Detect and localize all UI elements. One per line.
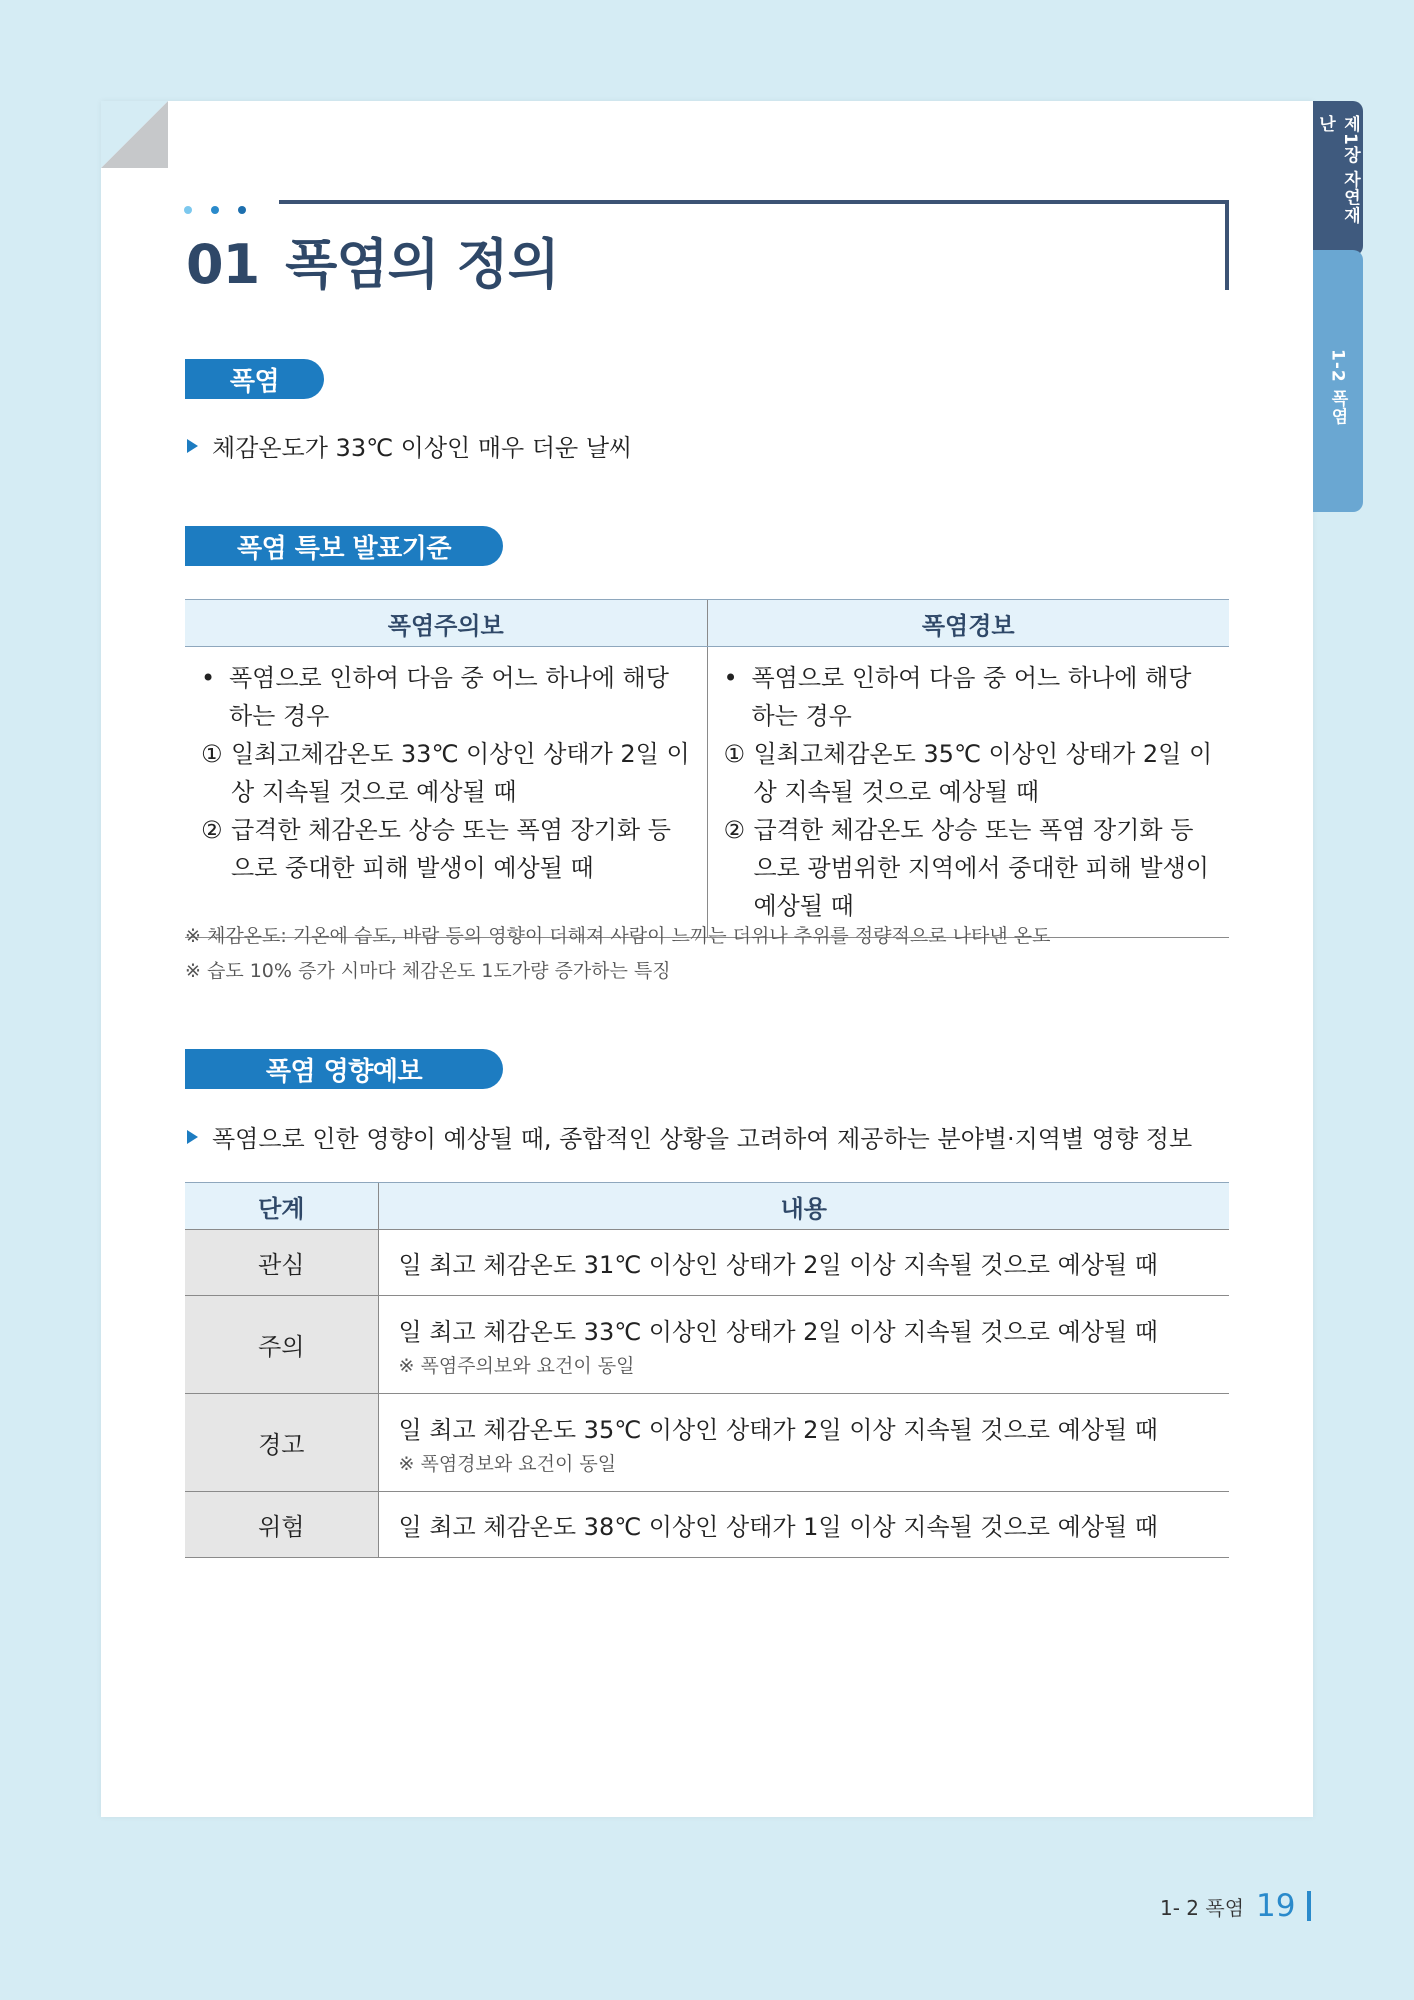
header-advisory: 폭염주의보 [185, 600, 707, 647]
criteria-num: ① [201, 740, 223, 768]
content-text: 일 최고 체감온도 35℃ 이상인 상태가 2일 이상 지속될 것으로 예상될 때 [398, 1415, 1158, 1444]
definition-text: 체감온도가 33℃ 이상인 매우 더운 날씨 [212, 434, 633, 462]
triangle-bullet-icon [187, 439, 198, 453]
criteria-item: 급격한 체감온도 상승 또는 폭염 장기화 등으로 광범위한 지역에서 중대한 피해 발생이 예상될 때 [753, 816, 1209, 920]
table-row [185, 1230, 1229, 1296]
criteria-item: 급격한 체감온도 상승 또는 폭염 장기화 등으로 중대한 피해 발생이 예상될 때 [231, 816, 671, 882]
note-humidity: ※ 습도 10% 증가 시마다 체감온도 1도가량 증가하는 특징 [185, 960, 671, 982]
heading-rule-right [1225, 200, 1229, 290]
page-footer [1160, 1888, 1311, 1924]
table-row [185, 1296, 1229, 1394]
chapter-tab [1313, 101, 1363, 256]
criteria-num: ① [723, 740, 746, 768]
section-label-heatwave: 폭염 [185, 359, 324, 399]
content-text: 일 최고 체감온도 31℃ 이상인 상태가 2일 이상 지속될 것으로 예상될 때 [398, 1251, 1158, 1279]
heading-rule-top [279, 200, 1229, 204]
table-row [185, 1492, 1229, 1558]
page-title-text: 폭염의 정의 [285, 233, 559, 296]
triangle-bullet-icon [187, 1130, 198, 1144]
heading-dots [184, 199, 265, 218]
content-text: 일 최고 체감온도 33℃ 이상인 상태가 2일 이상 지속될 것으로 예상될 때 [398, 1317, 1158, 1346]
header-stage: 단계 [185, 1183, 378, 1230]
content-cell [378, 1230, 1229, 1296]
page-title [186, 222, 559, 299]
section-tab-label: 1-2 폭염 [1327, 348, 1348, 426]
footer-bar [1307, 1891, 1311, 1921]
stage-cell: 경고 [185, 1394, 378, 1492]
definition-bullet [185, 428, 632, 463]
page-fold-cutout [101, 101, 168, 168]
page-number: 19 [1256, 1888, 1296, 1924]
content-cell [378, 1492, 1229, 1558]
content-cell [378, 1296, 1229, 1394]
stage-cell: 위험 [185, 1492, 378, 1558]
section-label-impact-forecast: 폭염 영향예보 [185, 1049, 503, 1089]
heading-dot [211, 206, 219, 214]
criteria-item: 일최고체감온도 33℃ 이상인 상태가 2일 이상 지속될 것으로 예상될 때 [231, 740, 690, 806]
header-content: 내용 [378, 1183, 1229, 1230]
criteria-num: ② [723, 816, 746, 844]
stage-cell: 관심 [185, 1230, 378, 1296]
header-warning: 폭염경보 [707, 600, 1229, 647]
impact-bullet [185, 1119, 1192, 1154]
advisory-criteria-table [185, 599, 1229, 938]
impact-forecast-table [185, 1182, 1229, 1558]
section-tab [1313, 250, 1363, 512]
advisory-criteria-cell: • 폭염으로 인하여 다음 중 어느 하나에 해당하는 경우 ① 일최고체감온도 33℃ 이상인 상태가 2일 이상 지속될 것으로 예상될 때 ② 급격한 체감온도 상승 또는 폭염 장기화 등으로 중대한 피해 발생이 예상될 때 [185, 647, 707, 938]
note-feels-like-definition: ※ 체감온도: 기온에 습도, 바람 등의 영향이 더해져 사람이 느끼는 더위나 추위를 정량적으로 나타낸 온도 [185, 925, 1051, 947]
page-title-number: 01 [186, 233, 260, 296]
impact-bullet-text: 폭염으로 인한 영향이 예상될 때, 종합적인 상황을 고려하여 제공하는 분야별·지역별 영향 정보 [212, 1125, 1193, 1153]
content-note: ※ 폭염경보와 요건이 동일 [398, 1452, 617, 1475]
criteria-item: 일최고체감온도 35℃ 이상인 상태가 2일 이상 지속될 것으로 예상될 때 [753, 740, 1213, 806]
chapter-tab-label: 제1장 자연재난 [1315, 115, 1360, 225]
footer-section: 1- 2 폭염 [1160, 1895, 1245, 1920]
heading-dot [238, 206, 246, 214]
content-note: ※ 폭염주의보와 요건이 동일 [398, 1354, 635, 1377]
criteria-lead: 폭염으로 인하여 다음 중 어느 하나에 해당하는 경우 [751, 664, 1192, 730]
stage-cell: 주의 [185, 1296, 378, 1394]
warning-criteria-cell: • 폭염으로 인하여 다음 중 어느 하나에 해당하는 경우 ① 일최고체감온도 35℃ 이상인 상태가 2일 이상 지속될 것으로 예상될 때 ② 급격한 체감온도 상승 또는 폭염 장기화 등으로 광범위한 지역에서 중대한 피해 발생이 예상될 때 [707, 647, 1229, 938]
criteria-num: ② [201, 816, 223, 844]
criteria-lead: 폭염으로 인하여 다음 중 어느 하나에 해당하는 경우 [229, 664, 669, 730]
table-row [185, 1394, 1229, 1492]
content-text: 일 최고 체감온도 38℃ 이상인 상태가 1일 이상 지속될 것으로 예상될 때 [398, 1513, 1158, 1541]
content-cell [378, 1394, 1229, 1492]
heading-dot [184, 206, 192, 214]
section-label-advisory-criteria: 폭염 특보 발표기준 [185, 526, 503, 566]
